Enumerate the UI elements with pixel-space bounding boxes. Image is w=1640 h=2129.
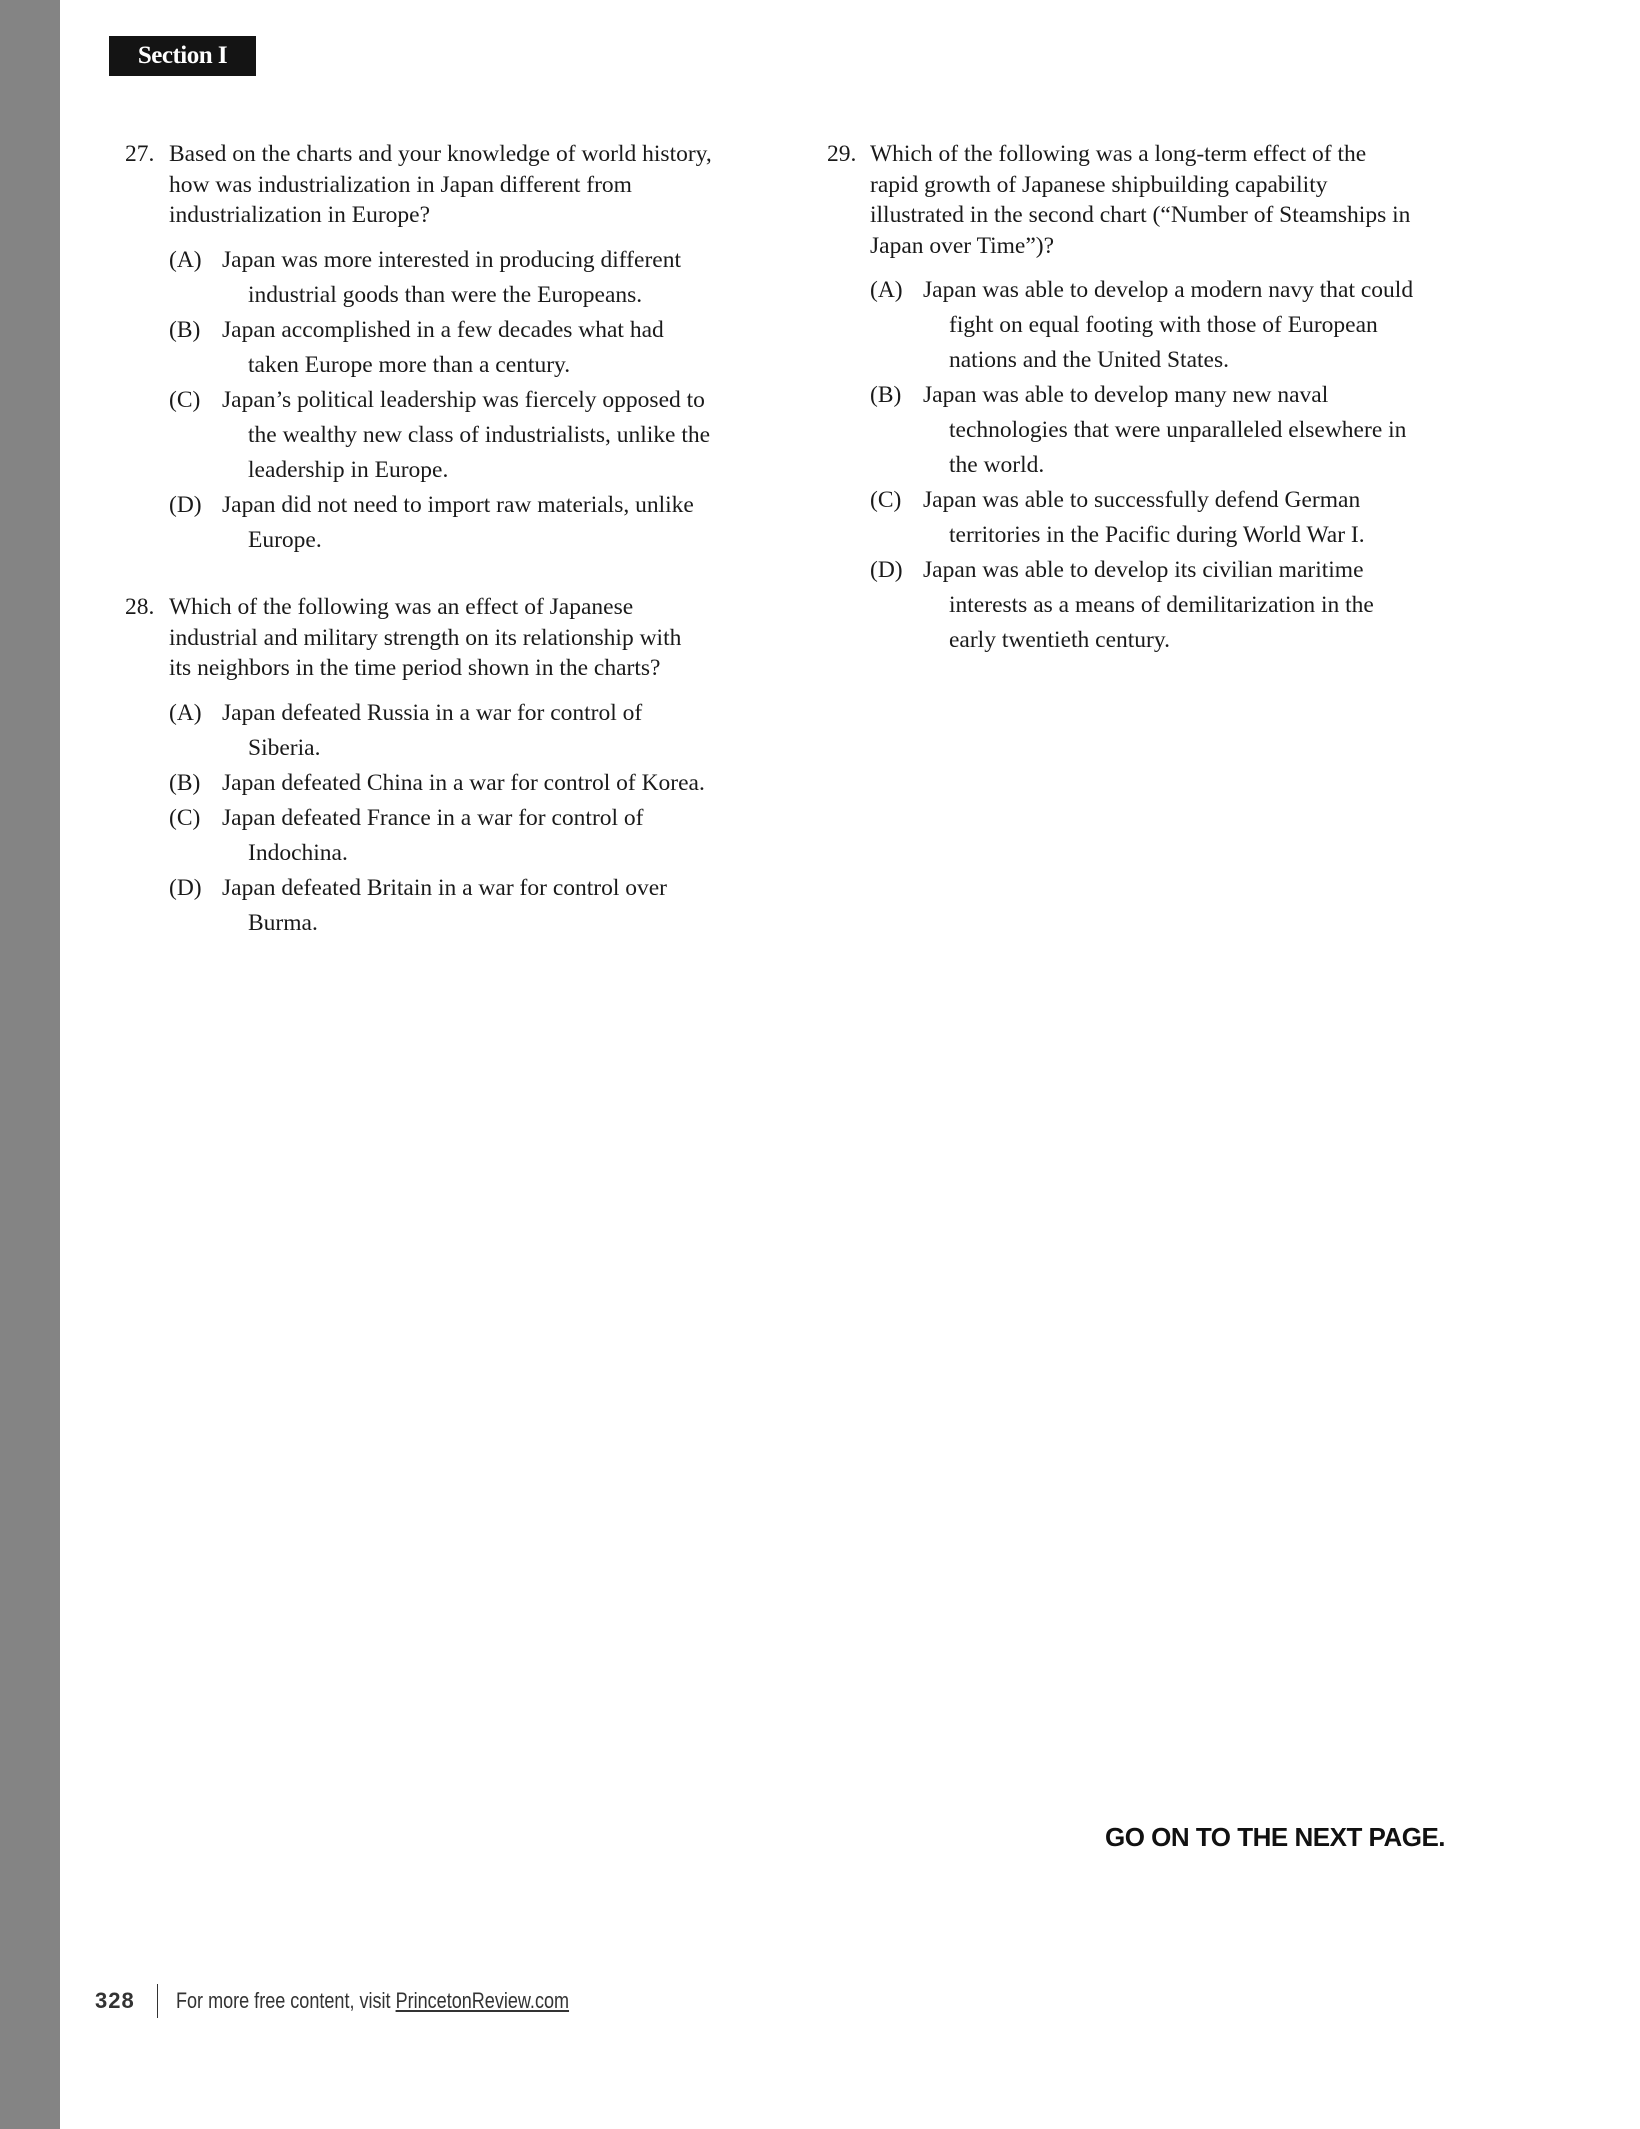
answer-option-c[interactable] [870,483,1413,553]
option-label: (B) [169,316,201,343]
answer-option-b[interactable] [870,378,1413,483]
answer-option-d[interactable] [870,553,1413,658]
question-stem [169,592,681,684]
footer-caption: For more free content, visit [176,1988,396,2013]
answer-option-c[interactable] [169,801,705,871]
option-label: (A) [169,246,202,273]
question-stem [169,139,712,231]
option-text-line: fight on equal footing with those of European [949,312,1378,338]
option-text-line: Japan defeated Russia in a war for control of [222,699,643,726]
answer-option-b[interactable] [169,766,705,801]
answer-option-b[interactable] [169,313,710,383]
option-text-line: Japan was more interested in producing different [222,246,681,273]
option-text-line: Japan was able to develop its civilian maritime [923,557,1364,583]
option-text-line: the wealthy new class of industrialists, unlike the [248,421,711,448]
option-text-line: leadership in Europe. [248,456,449,483]
option-text-line: Japan was able to develop many new naval [923,382,1329,408]
stem-line: rapid growth of Japanese shipbuilding capability [870,171,1328,198]
option-label: (A) [169,699,202,726]
option-label: (B) [169,769,201,796]
answer-option-a[interactable] [169,696,705,766]
answer-option-a[interactable] [870,273,1413,378]
option-text-line: interests as a means of demilitarization in the [949,592,1374,618]
question-number: 29. [827,141,857,167]
option-label: (B) [870,382,902,408]
option-text-line: technologies that were unparalleled elsewhere in [949,417,1407,443]
option-text-line: taken Europe more than a century. [248,351,571,378]
stem-line: Based on the charts and your knowledge of world history, [169,141,712,167]
option-label: (D) [870,557,903,583]
option-text-line: Japan defeated France in a war for control of [222,804,644,831]
option-text-line: nations and the United States. [949,347,1229,373]
option-label: (C) [169,386,201,413]
option-text-line: Europe. [248,526,322,553]
answer-option-d[interactable] [169,871,705,941]
option-label: (C) [169,804,201,831]
option-label: (D) [169,874,202,901]
option-text-line: industrial goods than were the Europeans. [248,281,643,308]
option-label: (C) [870,487,902,513]
option-text-line: Japan accomplished in a few decades what had [222,316,664,343]
option-text-line: Japan was able to develop a modern navy that could [923,277,1414,303]
answer-options [870,273,1413,658]
answer-option-a[interactable] [169,243,710,313]
option-label: (D) [169,491,202,518]
option-label: (A) [870,277,903,303]
footer-divider [157,1984,158,2018]
footer-text [176,1988,569,2014]
option-text-line: Burma. [248,909,318,936]
stem-line: industrialization in Europe? [169,202,431,228]
answer-options [169,696,705,941]
question-number: 27. [125,141,155,167]
stem-line: its neighbors in the time period shown in the charts? [169,655,661,681]
option-text-line: early twentieth century. [949,627,1170,653]
answer-option-d[interactable] [169,488,710,558]
option-text-line: Japan did not need to import raw materials, unlike [222,491,694,518]
page-number: 328 [95,1988,135,2013]
stem-line: Which of the following was a long-term effect of the [870,141,1367,167]
stem-line: how was industrialization in Japan different from [169,171,632,198]
stem-line: illustrated in the second chart (“Number of Steamships in [870,202,1411,228]
princeton-review-link[interactable]: PrincetonReview.com [395,1988,570,2013]
option-text-line: territories in the Pacific during World War I. [949,522,1365,548]
page-edge-bar [0,0,60,2129]
answer-option-c[interactable] [169,383,710,488]
option-text-line: Japan defeated China in a war for control of Korea. [222,769,705,796]
option-text-line: Japan’s political leadership was fiercely opposed to [222,386,705,413]
option-text-line: Siberia. [248,734,321,761]
go-on-next-page: GO ON TO THE NEXT PAGE. [1105,1822,1446,1852]
option-text-line: Indochina. [248,839,348,866]
option-text-line: Japan defeated Britain in a war for control over [222,874,668,901]
stem-line: Which of the following was an effect of Japanese [169,594,634,620]
stem-line: Japan over Time”)? [870,232,1055,259]
question-stem [870,139,1410,261]
section-label: Section I [109,36,256,76]
stem-line: industrial and military strength on its relationship with [169,624,682,651]
option-text-line: Japan was able to successfully defend German [923,487,1361,513]
option-text-line: the world. [949,452,1045,478]
answer-options [169,243,710,558]
question-number: 28. [125,594,155,620]
